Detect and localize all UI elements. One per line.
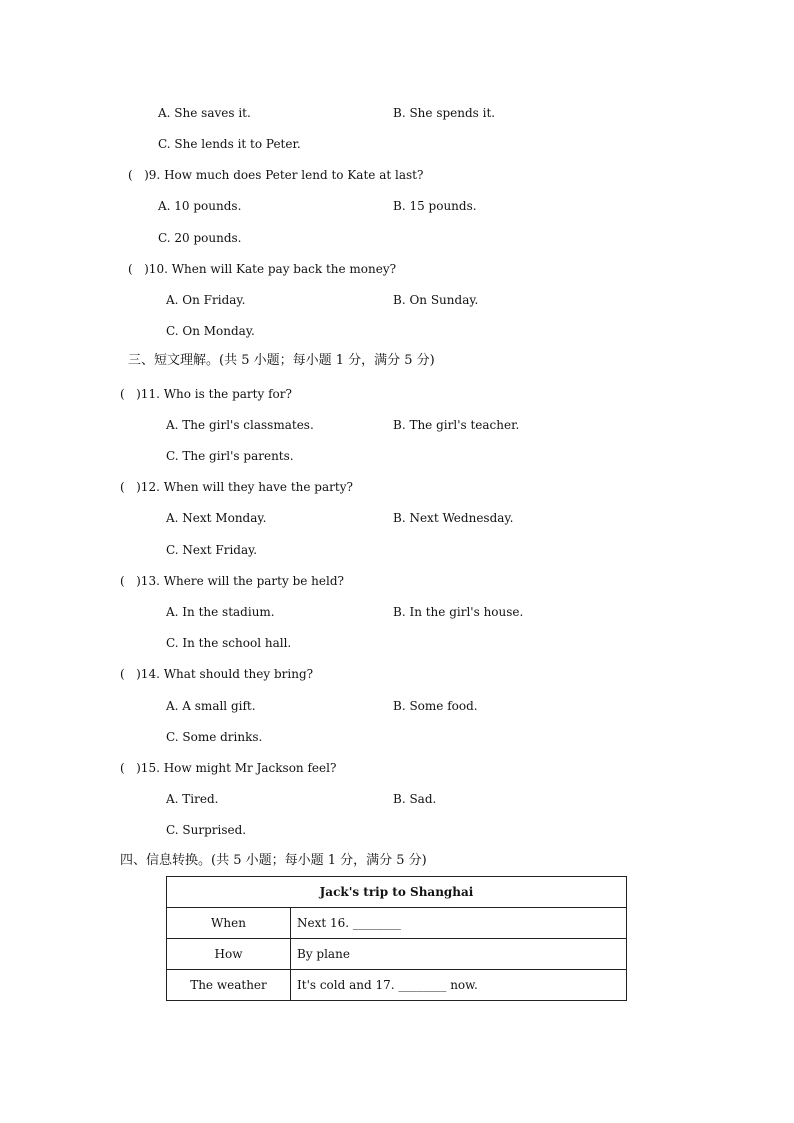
q8-option-b: B. She spends it.	[393, 106, 496, 120]
q11-option-a: A. The girl's classmates.	[166, 418, 314, 432]
q13-option-c: C. In the school hall.	[166, 636, 292, 650]
table-row	[167, 970, 627, 1001]
q11-option-b: B. The girl's teacher.	[393, 418, 520, 432]
q8-option-c: C. She lends it to Peter.	[158, 137, 301, 151]
q15-option-c: C. Surprised.	[166, 823, 247, 837]
table-row-value: Next 16. ________	[291, 908, 627, 939]
q9-question: ( )9. How much does Peter lend to Kate at last?	[128, 168, 424, 182]
q10-question: ( )10. When will Kate pay back the money?	[128, 262, 397, 276]
q8-option-a: A. She saves it.	[158, 106, 251, 120]
table-row	[167, 908, 627, 939]
q15-question: ( )15. How might Mr Jackson feel?	[120, 761, 337, 775]
table-row-value: It's cold and 17. ________ now.	[291, 970, 627, 1001]
q12-option-b: B. Next Wednesday.	[393, 511, 514, 525]
table-heading: Jack's trip to Shanghai	[167, 877, 627, 908]
q15-option-a: A. Tired.	[166, 792, 219, 806]
q9-option-a: A. 10 pounds.	[158, 199, 242, 213]
q14-option-c: C. Some drinks.	[166, 730, 263, 744]
q13-question: ( )13. Where will the party be held?	[120, 574, 344, 588]
table-header-row	[167, 877, 627, 908]
q13-option-b: B. In the girl's house.	[393, 605, 524, 619]
q10-option-a: A. On Friday.	[166, 293, 246, 307]
section-4-title: 四、信息转换。(共 5 小题；每小题 1 分，满分 5 分)	[120, 853, 427, 868]
q9-option-c: C. 20 pounds.	[158, 231, 242, 245]
q14-option-a: A. A small gift.	[166, 699, 256, 713]
q12-question: ( )12. When will they have the party?	[120, 480, 353, 494]
q9-option-b: B. 15 pounds.	[393, 199, 477, 213]
q10-option-b: B. On Sunday.	[393, 293, 479, 307]
q12-option-a: A. Next Monday.	[166, 511, 267, 525]
q11-question: ( )11. Who is the party for?	[120, 387, 292, 401]
q12-option-c: C. Next Friday.	[166, 543, 258, 557]
q14-question: ( )14. What should they bring?	[120, 667, 314, 681]
table-row-label: The weather	[167, 970, 291, 1001]
q13-option-a: A. In the stadium.	[166, 605, 275, 619]
table-row	[167, 939, 627, 970]
table-row-value: By plane	[291, 939, 627, 970]
table-row-label: How	[167, 939, 291, 970]
info-table	[166, 876, 627, 1001]
q10-option-c: C. On Monday.	[166, 324, 255, 338]
q14-option-b: B. Some food.	[393, 699, 478, 713]
q11-option-c: C. The girl's parents.	[166, 449, 294, 463]
q15-option-b: B. Sad.	[393, 792, 437, 806]
table-row-label: When	[167, 908, 291, 939]
section-3-title: 三、短文理解。(共 5 小题；每小题 1 分，满分 5 分)	[128, 353, 435, 368]
